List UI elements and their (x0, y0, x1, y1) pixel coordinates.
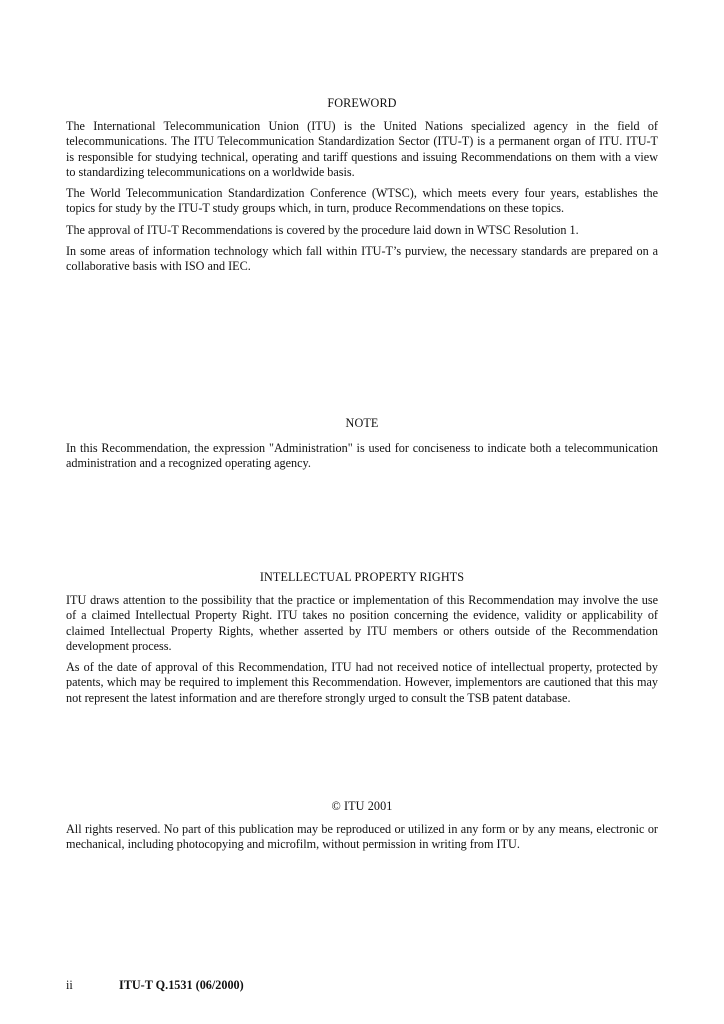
note-heading: NOTE (345, 416, 379, 430)
ipr-heading: INTELLECTUAL PROPERTY RIGHTS (259, 570, 465, 584)
foreword-heading: FOREWORD (327, 96, 397, 110)
copyright-body (66, 822, 658, 859)
foreword-body (66, 119, 658, 281)
copyright-paragraph-1: All rights reserved. No part of this publication may be reproduced or utilized in any form or by any means, electronic or mechanical, including photocopying and microfilm, without permission in writing from ITU. (66, 822, 658, 852)
foreword-paragraph-3: The approval of ITU-T Recommendations is covered by the procedure laid down in WTSC Resolution 1. (66, 222, 579, 237)
document-identifier: ITU-T Q.1531 (06/2000) (119, 978, 244, 992)
foreword-paragraph-4: In some areas of information technology which fall within ITU-T’s purview, the necessary standards are prepared on a collaborative basis with ISO and IEC. (66, 244, 658, 274)
document-page (66, 0, 658, 1024)
ipr-paragraph-1: ITU draws attention to the possibility that the practice or implementation of this Recommendation may involve the use of a claimed Intellectual Property Right. ITU takes no position concerning the evidence, validity or applicability of claimed Intellectual Property Rights, whether asserted by ITU members or others outside of the Recommendation development process. (66, 593, 658, 653)
copyright-heading: © ITU 2001 (331, 799, 393, 813)
page-number: ii (66, 978, 73, 992)
ipr-body (66, 593, 658, 712)
page-footer (66, 978, 244, 993)
foreword-paragraph-1: The International Telecommunication Union (ITU) is the United Nations specialized agency in the field of telecommunications. The ITU Telecommunication Standardization Sector (ITU-T) is a permanent organ of ITU. ITU-T is responsible for studying technical, operating and tariff questions and issuing Recommendations on them with a view to standardizing telecommunications on a worldwide basis. (66, 119, 658, 179)
note-body (66, 441, 658, 478)
note-paragraph-1: In this Recommendation, the expression "Administration" is used for conciseness to indicate both a telecommunication administration and a recognized operating agency. (66, 441, 658, 471)
ipr-paragraph-2: As of the date of approval of this Recommendation, ITU had not received notice of intellectual property, protected by patents, which may be required to implement this Recommendation. However, implementors are cautioned that this may not represent the latest information and are therefore strongly urged to consult the TSB patent database. (66, 660, 658, 705)
foreword-paragraph-2: The World Telecommunication Standardization Conference (WTSC), which meets every four years, establishes the topics for study by the ITU-T study groups which, in turn, produce Recommendations on these topics. (66, 186, 658, 216)
